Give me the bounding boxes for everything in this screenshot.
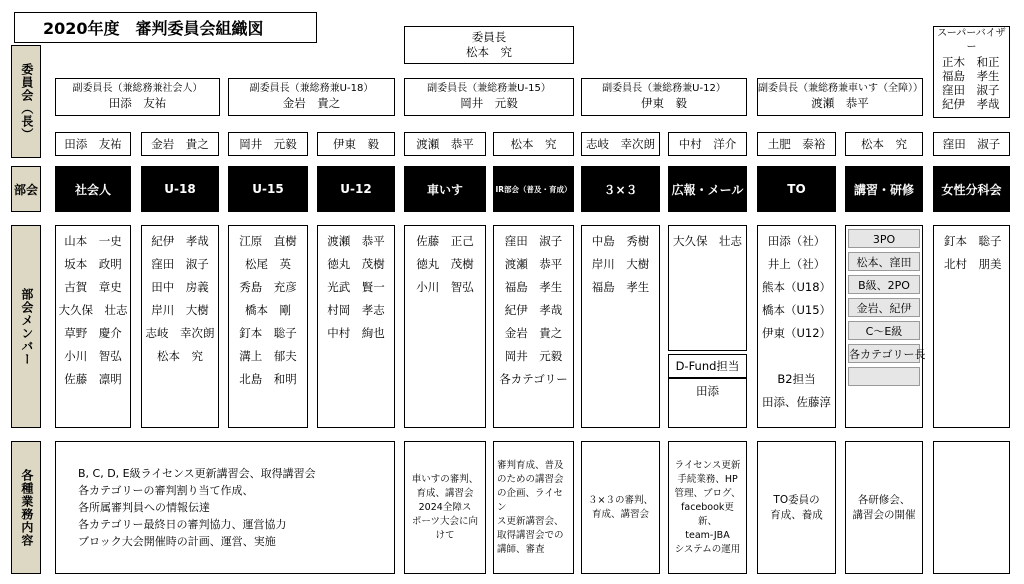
vice-chair-name: 金岩 貴之 (282, 96, 341, 110)
duty-to (757, 441, 836, 574)
vice-chair-name: 岡井 元毅 (460, 96, 518, 110)
member-name: 紀伊 孝哉 (504, 303, 563, 317)
dept-leader: 岡井 元毅 (228, 132, 308, 156)
member-name: 釘本 聡子 (944, 234, 1002, 248)
member-name: 北島 和明 (239, 372, 297, 386)
vice-chair-name: 田添 友祐 (108, 96, 167, 110)
vice-chair-title: 副委員長（兼総務兼車いす（全障）） (758, 83, 923, 94)
duty-line: システムの運用 (674, 543, 741, 555)
members-ir (493, 225, 574, 428)
duty-line: 育成、講習会 (591, 508, 649, 520)
page-title: 2020年度 審判委員会組織図 (14, 12, 317, 43)
members-women (933, 225, 1010, 428)
members-pr (668, 225, 747, 351)
duty-3x3 (581, 441, 660, 574)
training-item-blank (848, 367, 920, 386)
vice-chair-box (757, 78, 923, 116)
duty-pr (668, 441, 747, 574)
vice-chair-title: 副委員長（兼総務兼U-18） (249, 83, 374, 94)
row-label-dept: 部会 (11, 166, 41, 212)
members-training (845, 225, 926, 428)
vice-chair-title: 副委員長（兼総務兼社会人） (72, 83, 203, 94)
duty-line: 育成、講習会 (416, 487, 474, 499)
dept-leader: 松本 究 (493, 132, 574, 156)
members-3x3 (581, 225, 660, 428)
duty-ir (493, 441, 574, 574)
dept-header: 女性分科会 (933, 166, 1010, 212)
duty-line: 各所属審判員への情報伝達 (78, 501, 210, 514)
member-name: 溝上 郁夫 (239, 349, 297, 363)
dept-leader: 志岐 幸次朗 (581, 132, 660, 156)
member-name: 金岩 貴之 (504, 326, 563, 340)
vice-chair-box (404, 78, 574, 116)
member-name: 山本 一史 (64, 234, 122, 248)
vice-chair-box (581, 78, 747, 116)
duty-line: 各カテゴリー最終日の審判協力、運営協力 (78, 518, 287, 531)
supervisor-name: 窪田 淑子 (942, 83, 1000, 97)
row-label-committee: 委員会（長） (11, 45, 41, 158)
dept-header: TO (757, 166, 836, 212)
member-name: 中村 絢也 (327, 326, 385, 340)
supervisor-name: 紀伊 孝哉 (942, 97, 1000, 111)
duty-line: 各研修会、 (857, 493, 911, 506)
member-name: 小川 智弘 (416, 280, 474, 294)
dept-header: 車いす (404, 166, 486, 212)
member-name: 窪田 淑子 (151, 257, 209, 271)
vice-chair-title: 副委員長（兼総務兼U-15） (427, 83, 551, 94)
members-shakaijin (55, 225, 131, 428)
b2-names: 田添、佐藤淳 (762, 395, 831, 409)
dfund-name: 田添 (668, 378, 747, 428)
member-name: 釘本 聡子 (239, 326, 297, 340)
chair-name: 松本 究 (466, 45, 512, 59)
duty-line: 審判育成、普及 (497, 459, 564, 471)
dept-header: U-18 (141, 166, 219, 212)
member-name: 田中 房義 (151, 280, 209, 294)
member-name: 伊東（U12） (761, 326, 832, 340)
dept-header: U-12 (317, 166, 395, 212)
b2-label: B2担当 (777, 372, 816, 386)
row-label-members: 部会メンバー (11, 225, 41, 428)
duty-line: 取得講習会での (497, 529, 564, 541)
training-item: 松本、窪田 (848, 252, 920, 271)
duty-women (933, 441, 1010, 574)
member-name: 岸川 大樹 (591, 257, 650, 271)
member-name: 岸川 大樹 (151, 303, 209, 317)
member-name: 大久保 壮志 (673, 234, 742, 248)
dept-header: IR部会（普及・育成） (493, 166, 574, 212)
vice-chair-box (55, 78, 220, 116)
member-name: 橋本（U15） (761, 303, 832, 317)
member-name: 福島 孝生 (591, 280, 650, 294)
dept-leader: 松本 究 (845, 132, 923, 156)
chair-box (404, 26, 574, 64)
dept-header: U-15 (228, 166, 308, 212)
member-name: 佐藤 凛明 (64, 372, 122, 386)
dept-leader: 伊東 毅 (317, 132, 395, 156)
supervisor-name: 正木 和正 (942, 55, 1000, 69)
member-name: 熊本（U18） (761, 280, 832, 294)
dept-leader: 田添 友祐 (55, 132, 131, 156)
duty-line: ポーツ大会に向 (411, 515, 479, 527)
dept-leader: 金岩 貴之 (141, 132, 219, 156)
member-name: 井上（社） (767, 257, 826, 271)
member-name: 中島 秀樹 (591, 234, 650, 248)
members-u12 (317, 225, 395, 428)
duty-line: ブロック大会開催時の計画、運営、実施 (78, 535, 276, 548)
duty-line: 管理、ブログ、 (674, 487, 741, 499)
member-name: 光武 賢一 (327, 280, 385, 294)
dept-leader: 窪田 淑子 (933, 132, 1010, 156)
duty-line: 講師、審査 (497, 543, 545, 555)
dept-header: 講習・研修 (845, 166, 923, 212)
duty-line: 2024全障ス (418, 501, 472, 513)
members-wheelchair (404, 225, 486, 428)
dept-header: 広報・メール (668, 166, 747, 212)
supervisor-title: スーパーバイザー (937, 28, 1006, 53)
duty-line: 講習会の開催 (852, 508, 916, 521)
training-item: B級、2PO (848, 275, 920, 294)
vice-chair-title: 副委員長（兼総務兼U-12） (602, 83, 726, 94)
dept-header: ３×３ (581, 166, 660, 212)
duty-training (845, 441, 923, 574)
duty-line: のための講習会 (497, 473, 564, 485)
dept-header: 社会人 (55, 166, 131, 212)
members-to (757, 225, 836, 428)
member-name: 窪田 淑子 (504, 234, 563, 248)
duty-line: ライセンス更新 (674, 459, 741, 471)
vice-chair-name: 伊東 毅 (641, 96, 687, 110)
member-name: 志岐 幸次朗 (145, 326, 215, 340)
member-name: 松尾 英 (245, 257, 291, 271)
member-name: 徳丸 茂樹 (327, 257, 385, 271)
member-name: 村岡 孝志 (327, 303, 385, 317)
member-name: 古賀 章史 (64, 280, 122, 294)
member-name: 田添（社） (767, 234, 826, 248)
dept-leader: 中村 洋介 (668, 132, 747, 156)
member-name: 大久保 壮志 (58, 303, 128, 317)
supervisor-name: 福島 孝生 (942, 69, 1000, 83)
member-name: 佐藤 正己 (416, 234, 474, 248)
duty-line: 手続業務、HP (677, 473, 738, 485)
training-item: 金岩、紀伊 (848, 298, 920, 317)
member-name: 秀島 充彦 (239, 280, 297, 294)
row-label-duties: 各種業務内容 (11, 441, 41, 574)
duty-wheelchair (404, 441, 486, 574)
member-name: 渡瀬 恭平 (327, 234, 385, 248)
member-name: 北村 朋美 (944, 257, 1002, 271)
vice-chair-name: 渡瀬 恭平 (811, 96, 869, 110)
duty-line: facebook更新、 (681, 501, 734, 527)
member-name: 小川 智弘 (64, 349, 122, 363)
duty-general (55, 441, 395, 574)
member-name: 各カテゴリー (499, 372, 568, 386)
member-name: 紀伊 孝哉 (151, 234, 209, 248)
dfund-label: D-Fund担当 (668, 354, 747, 378)
duty-line: の企画、ライセン (497, 487, 563, 513)
chair-title: 委員長 (471, 30, 507, 44)
duty-line: team-JBA (685, 529, 730, 541)
member-name: 岡井 元毅 (504, 349, 563, 363)
member-name: 渡瀬 恭平 (504, 257, 563, 271)
duty-line: けて (435, 529, 455, 541)
duty-line: 車いすの審判、 (411, 473, 479, 485)
vice-chair-box (228, 78, 395, 116)
member-name: 橋本 剛 (245, 303, 291, 317)
member-name: 徳丸 茂樹 (416, 257, 474, 271)
member-name: 福島 孝生 (504, 280, 563, 294)
duty-line: ３×３の審判、 (588, 494, 653, 506)
member-name (758, 345, 835, 368)
dept-leader: 土肥 泰裕 (757, 132, 836, 156)
members-u18 (141, 225, 219, 428)
duty-line: TO委員の (773, 493, 820, 506)
duty-line: B, C, D, E級ライセンス更新講習会、取得講習会 (78, 467, 316, 480)
duty-line: 育成、養成 (770, 508, 823, 521)
training-item: 各カテゴリー長 (848, 344, 920, 363)
member-name: 坂本 政明 (64, 257, 122, 271)
dept-leader: 渡瀬 恭平 (404, 132, 486, 156)
member-name: 江原 直樹 (239, 234, 297, 248)
training-item: 3PO (848, 229, 920, 248)
duty-line: 各カテゴリーの審判割り当て作成、 (78, 484, 254, 497)
duty-line: ス更新講習会、 (497, 515, 564, 527)
supervisor-box (933, 26, 1010, 118)
member-name: 松本 究 (157, 349, 203, 363)
member-name: 草野 慶介 (64, 326, 122, 340)
members-u15 (228, 225, 308, 428)
training-item: C〜E級 (848, 321, 920, 340)
